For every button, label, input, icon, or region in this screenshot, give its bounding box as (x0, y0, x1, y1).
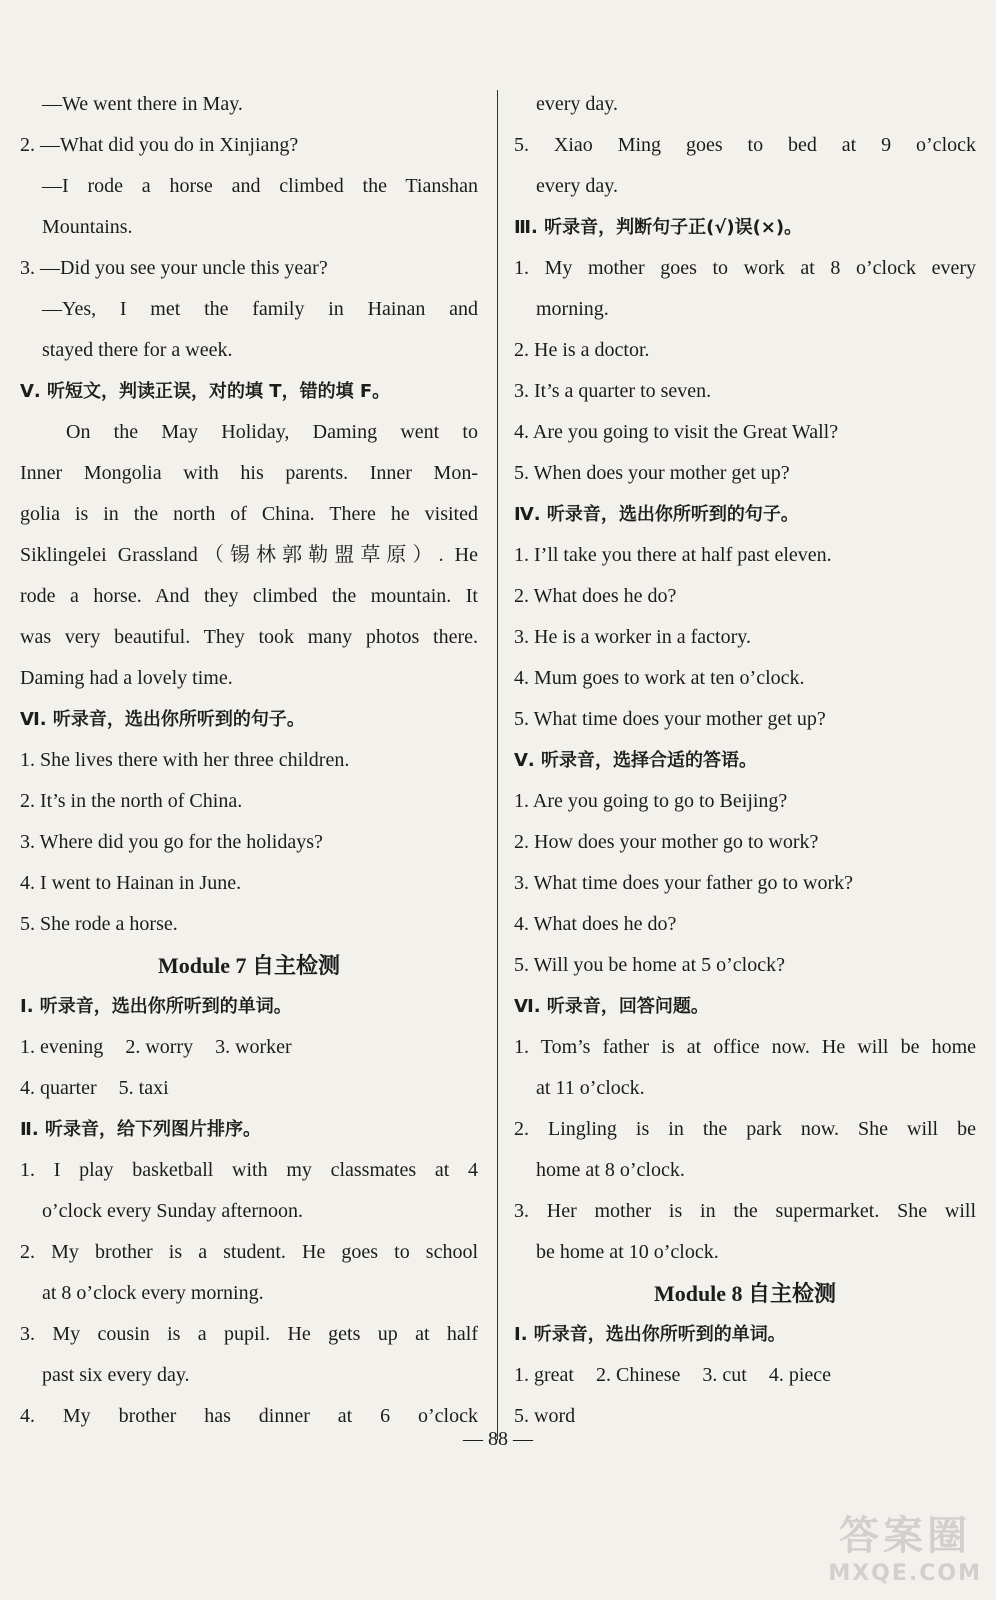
passage-line: Siklingelei Grassland（锡林郭勒盟草原）. He (20, 544, 478, 566)
answer-line: —Yes, I met the family in Hainan and (42, 298, 478, 320)
passage-line: rode a horse. And they climbed the mountain. It (20, 585, 478, 607)
passage-line: golia is in the north of China. There he visited (20, 503, 478, 525)
list-item-cont: at 11 o’clock. (536, 1077, 645, 1099)
section-heading: Ⅰ. 听录音，选出你所听到的单词。 (20, 996, 292, 1017)
list-item-cont: past six every day. (42, 1364, 190, 1386)
list-item-cont: every day. (536, 175, 618, 197)
list-item: 1. She lives there with her three children. (20, 749, 350, 771)
section-heading: Ⅳ. 听录音，选出你所听到的句子。 (514, 504, 799, 525)
list-item: 1. I play basketball with my classmates at 4 (20, 1159, 478, 1181)
list-item-cont: be home at 10 o’clock. (536, 1241, 719, 1263)
watermark-en: MXQE.COM (828, 1561, 982, 1586)
section-heading: Ⅰ. 听录音，选出你所听到的单词。 (514, 1324, 786, 1345)
word-row (20, 1027, 478, 1068)
list-item: 3. What time does your father go to work? (514, 872, 853, 894)
word-row (514, 1355, 976, 1396)
word-item: 2. Chinese (595, 1364, 681, 1386)
passage-line: Inner Mongolia with his parents. Inner Mon- (20, 462, 478, 484)
answer-line: —We went there in May. (42, 93, 243, 115)
answer-line: Mountains. (42, 216, 133, 238)
list-item: 4. What does he do? (514, 913, 677, 935)
passage-line: On the May Holiday, Daming went to (66, 421, 478, 443)
left-column (20, 84, 478, 1437)
answer-line: stayed there for a week. (42, 339, 233, 361)
list-item-cont: at 8 o’clock every morning. (42, 1282, 264, 1304)
module-7-title: Module 7 自主检测 (157, 953, 341, 978)
list-item: 2. What does he do? (514, 585, 677, 607)
word-item: 4. quarter (20, 1077, 97, 1099)
list-item: 3. My cousin is a pupil. He gets up at half (20, 1323, 478, 1345)
list-item: 2. Lingling is in the park now. She will be (514, 1118, 976, 1140)
list-item: 3. It’s a quarter to seven. (514, 380, 712, 402)
page-number: — 88 — (463, 1428, 533, 1450)
list-item-cont: every day. (536, 93, 618, 115)
list-item: 3. Where did you go for the holidays? (20, 831, 323, 853)
word-item: 1. great (514, 1364, 574, 1386)
list-item: 3. Her mother is in the supermarket. She will (514, 1200, 976, 1222)
column-divider (497, 90, 498, 1440)
list-item: 2. My brother is a student. He goes to school (20, 1241, 478, 1263)
list-item: 2. It’s in the north of China. (20, 790, 243, 812)
watermark-logo (828, 1504, 982, 1586)
section-heading: Ⅵ. 听录音，回答问题。 (514, 996, 709, 1017)
question-line: 3. —Did you see your uncle this year? (20, 257, 328, 279)
question-line: 2. —What did you do in Xinjiang? (20, 134, 299, 156)
list-item: 4. Mum goes to work at ten o’clock. (514, 667, 805, 689)
list-item-cont: home at 8 o’clock. (536, 1159, 685, 1181)
watermark-cn: 答案圈 (839, 1513, 972, 1559)
list-item: 4. My brother has dinner at 6 o’clock (20, 1405, 478, 1427)
passage-line: was very beautiful. They took many photos there. (20, 626, 478, 648)
right-column (514, 84, 976, 1437)
section-heading: Ⅴ. 听录音，选择合适的答语。 (514, 750, 758, 771)
word-item: 5. taxi (118, 1077, 169, 1099)
list-item: 4. Are you going to visit the Great Wall? (514, 421, 839, 443)
section-heading: Ⅲ. 听录音，判断句子正(√)误(×)。 (514, 217, 803, 238)
word-item: 3. cut (702, 1364, 747, 1386)
list-item: 5. Xiao Ming goes to bed at 9 o’clock (514, 134, 976, 156)
section-heading: Ⅴ. 听短文，判读正误，对的填 T，错的填 F。 (20, 381, 391, 402)
word-item: 4. piece (768, 1364, 832, 1386)
list-item-cont: o’clock every Sunday afternoon. (42, 1200, 304, 1222)
list-item: 5. She rode a horse. (20, 913, 178, 935)
section-heading: Ⅱ. 听录音，给下列图片排序。 (20, 1119, 261, 1140)
module-8-title: Module 8 自主检测 (653, 1281, 837, 1306)
list-item: 1. I’ll take you there at half past eleven. (514, 544, 832, 566)
passage-line: Daming had a lovely time. (20, 667, 233, 689)
list-item: 5. What time does your mother get up? (514, 708, 826, 730)
word-item: 2. worry (125, 1036, 194, 1058)
list-item: 4. I went to Hainan in June. (20, 872, 242, 894)
section-heading: Ⅵ. 听录音，选出你所听到的句子。 (20, 709, 305, 730)
list-item: 5. Will you be home at 5 o’clock? (514, 954, 785, 976)
list-item: 3. He is a worker in a factory. (514, 626, 751, 648)
list-item: 1. Are you going to go to Beijing? (514, 790, 788, 812)
word-row (20, 1068, 478, 1109)
list-item: 5. When does your mother get up? (514, 462, 790, 484)
list-item: 1. My mother goes to work at 8 o’clock every (514, 257, 976, 279)
answer-line: —I rode a horse and climbed the Tianshan (42, 175, 478, 197)
list-item: 2. He is a doctor. (514, 339, 650, 361)
word-item: 1. evening (20, 1036, 104, 1058)
list-item: 2. How does your mother go to work? (514, 831, 819, 853)
list-item-cont: morning. (536, 298, 609, 320)
list-item: 1. Tom’s father is at office now. He will be home (514, 1036, 976, 1058)
word-item: 5. word (514, 1405, 576, 1427)
word-item: 3. worker (215, 1036, 292, 1058)
